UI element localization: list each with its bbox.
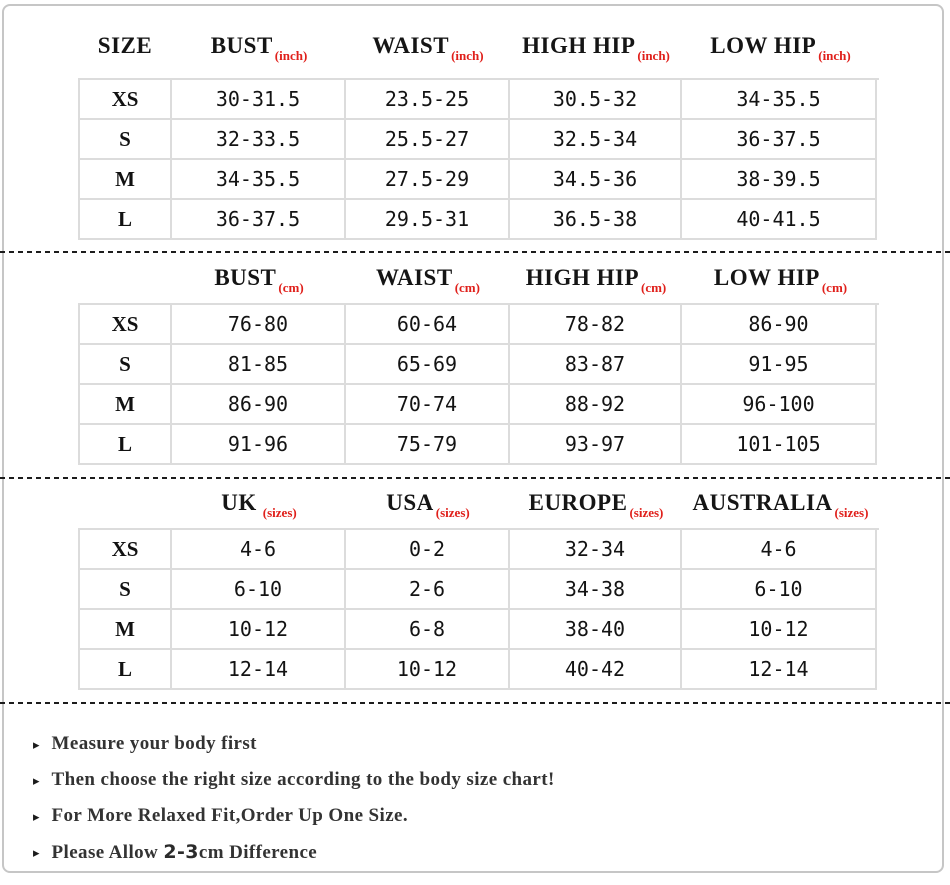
size-cell: M xyxy=(80,610,172,650)
value-cell: 83-87 xyxy=(510,345,682,385)
value-cell: 27.5-29 xyxy=(346,160,510,200)
size-cell: S xyxy=(80,570,172,610)
table-row xyxy=(80,385,879,425)
value-cell: 36-37.5 xyxy=(172,200,346,240)
value-cell: 91-96 xyxy=(172,425,346,465)
international-table-header xyxy=(78,481,879,525)
table-row xyxy=(80,160,879,200)
note-item xyxy=(33,762,555,798)
unit-label: (sizes) xyxy=(629,505,664,520)
value-cell: 34-35.5 xyxy=(172,160,346,200)
note-item xyxy=(33,726,555,762)
table-row xyxy=(80,425,879,465)
table-row xyxy=(80,120,879,160)
unit-label: (sizes) xyxy=(262,505,297,520)
value-cell: 34.5-36 xyxy=(510,160,682,200)
value-cell: 10-12 xyxy=(682,610,877,650)
unit-label: (cm) xyxy=(454,280,480,295)
sizing-notes xyxy=(33,726,555,870)
unit-label: (sizes) xyxy=(435,505,470,520)
value-cell: 81-85 xyxy=(172,345,346,385)
note-text-emphasis: 2-3 xyxy=(163,840,199,863)
cm-table-header xyxy=(78,256,879,300)
unit-label: (inch) xyxy=(274,48,308,63)
note-item xyxy=(33,798,555,834)
value-cell: 36.5-38 xyxy=(510,200,682,240)
table-row xyxy=(80,200,879,240)
column-header-waist-inch xyxy=(346,33,510,63)
triangle-bullet-icon: ▸ xyxy=(33,736,40,752)
value-cell: 32-33.5 xyxy=(172,120,346,160)
value-cell: 23.5-25 xyxy=(346,80,510,120)
note-item xyxy=(33,834,555,870)
column-header-bust-cm xyxy=(172,265,346,295)
dashed-divider xyxy=(0,477,950,479)
value-cell: 29.5-31 xyxy=(346,200,510,240)
inch-size-table xyxy=(78,78,879,240)
column-label: SIZE xyxy=(97,33,153,58)
size-cell: L xyxy=(80,200,172,240)
column-label: HIGH HIP xyxy=(525,265,639,290)
value-cell: 10-12 xyxy=(172,610,346,650)
value-cell: 6-10 xyxy=(172,570,346,610)
size-cell: M xyxy=(80,385,172,425)
value-cell: 6-8 xyxy=(346,610,510,650)
value-cell: 70-74 xyxy=(346,385,510,425)
table-row xyxy=(80,610,879,650)
table-row xyxy=(80,570,879,610)
unit-label: (cm) xyxy=(821,280,848,295)
unit-label: (inch) xyxy=(637,48,670,63)
triangle-bullet-icon: ▸ xyxy=(33,844,40,860)
note-text-pre: Please Allow xyxy=(51,841,164,863)
value-cell: 4-6 xyxy=(172,530,346,570)
note-text: Measure your body first xyxy=(51,733,257,754)
unit-label: (inch) xyxy=(818,48,851,63)
value-cell: 40-42 xyxy=(510,650,682,690)
size-cell: L xyxy=(80,650,172,690)
size-cell: S xyxy=(80,120,172,160)
triangle-bullet-icon: ▸ xyxy=(33,808,40,824)
table-row xyxy=(80,530,879,570)
value-cell: 78-82 xyxy=(510,305,682,345)
value-cell: 30-31.5 xyxy=(172,80,346,120)
unit-label: (sizes) xyxy=(834,505,869,520)
value-cell: 34-38 xyxy=(510,570,682,610)
value-cell: 2-6 xyxy=(346,570,510,610)
value-cell: 12-14 xyxy=(682,650,877,690)
column-label: HIGH HIP xyxy=(522,33,636,58)
column-header-high-hip-cm xyxy=(510,265,682,295)
column-label: WAIST xyxy=(372,33,450,58)
column-header-uk xyxy=(172,490,346,520)
note-text: For More Relaxed Fit,Order Up One Size. xyxy=(51,805,409,826)
triangle-bullet-icon: ▸ xyxy=(33,772,40,788)
size-cell: M xyxy=(80,160,172,200)
value-cell: 38-39.5 xyxy=(682,160,877,200)
table-row xyxy=(80,80,879,120)
column-header-australia xyxy=(682,490,879,520)
size-cell: XS xyxy=(80,530,172,570)
note-text xyxy=(52,841,318,864)
international-size-table xyxy=(78,528,879,690)
column-header-high-hip-inch xyxy=(510,33,682,63)
unit-label: (cm) xyxy=(641,280,667,295)
column-header-low-hip-inch xyxy=(682,33,879,63)
note-text-post: cm Difference xyxy=(198,841,318,863)
value-cell: 30.5-32 xyxy=(510,80,682,120)
value-cell: 32.5-34 xyxy=(510,120,682,160)
column-label: UK xyxy=(221,490,257,515)
value-cell: 12-14 xyxy=(172,650,346,690)
value-cell: 38-40 xyxy=(510,610,682,650)
value-cell: 60-64 xyxy=(346,305,510,345)
value-cell: 10-12 xyxy=(346,650,510,690)
value-cell: 4-6 xyxy=(682,530,877,570)
column-label: BUST xyxy=(214,265,277,290)
value-cell: 75-79 xyxy=(346,425,510,465)
column-header-bust-inch xyxy=(172,33,346,63)
inch-table-header xyxy=(78,20,879,72)
value-cell: 32-34 xyxy=(510,530,682,570)
value-cell: 40-41.5 xyxy=(682,200,877,240)
value-cell: 96-100 xyxy=(682,385,877,425)
unit-label: (inch) xyxy=(451,48,484,63)
value-cell: 88-92 xyxy=(510,385,682,425)
column-label: WAIST xyxy=(376,265,453,290)
dashed-divider xyxy=(0,251,950,253)
size-cell: S xyxy=(80,345,172,385)
value-cell: 36-37.5 xyxy=(682,120,877,160)
size-cell: XS xyxy=(80,80,172,120)
column-header-low-hip-cm xyxy=(682,265,879,295)
cm-size-table xyxy=(78,303,879,465)
value-cell: 101-105 xyxy=(682,425,877,465)
value-cell: 0-2 xyxy=(346,530,510,570)
value-cell: 91-95 xyxy=(682,345,877,385)
note-text: Then choose the right size according to the body size chart! xyxy=(51,769,555,790)
value-cell: 65-69 xyxy=(346,345,510,385)
value-cell: 86-90 xyxy=(172,385,346,425)
value-cell: 93-97 xyxy=(510,425,682,465)
value-cell: 86-90 xyxy=(682,305,877,345)
value-cell: 25.5-27 xyxy=(346,120,510,160)
column-header-waist-cm xyxy=(346,265,510,295)
column-header-size xyxy=(78,33,172,59)
value-cell: 34-35.5 xyxy=(682,80,877,120)
size-cell: L xyxy=(80,425,172,465)
column-label: EUROPE xyxy=(528,490,628,515)
table-row xyxy=(80,305,879,345)
column-header-europe xyxy=(510,490,682,520)
size-cell: XS xyxy=(80,305,172,345)
column-label: USA xyxy=(386,490,434,515)
unit-label: (cm) xyxy=(278,280,304,295)
column-label: BUST xyxy=(210,33,273,58)
column-header-usa xyxy=(346,490,510,520)
value-cell: 6-10 xyxy=(682,570,877,610)
table-row xyxy=(80,345,879,385)
column-label: LOW HIP xyxy=(710,33,817,58)
value-cell: 76-80 xyxy=(172,305,346,345)
column-label: AUSTRALIA xyxy=(692,490,833,515)
table-row xyxy=(80,650,879,690)
column-label: LOW HIP xyxy=(713,265,820,290)
dashed-divider xyxy=(0,702,950,704)
